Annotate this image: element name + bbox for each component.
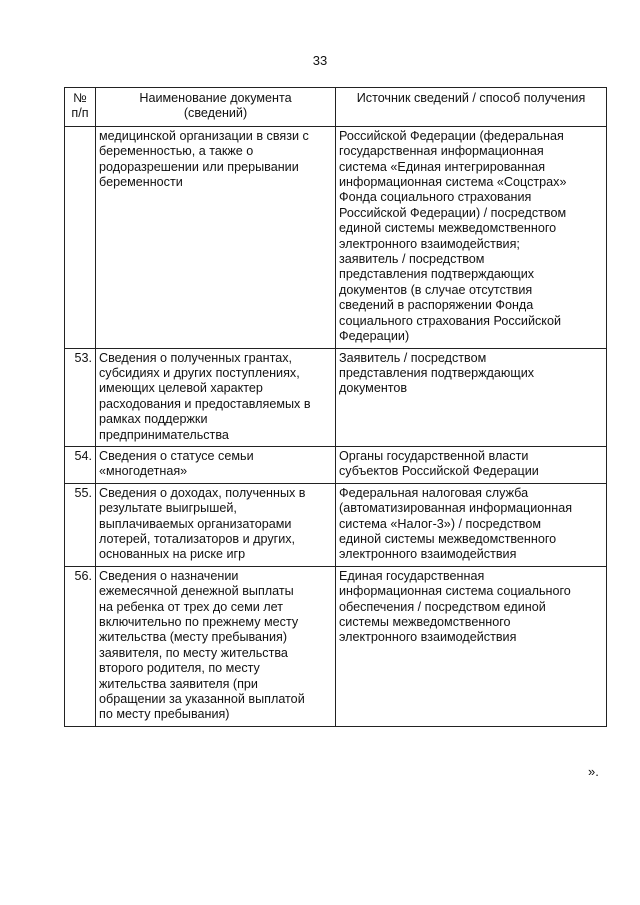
table-row xyxy=(65,446,607,483)
header-number: № п/п xyxy=(65,88,96,127)
row-number: 54. xyxy=(65,446,96,483)
row-number: 55. xyxy=(65,483,96,566)
header-document-name: Наименование документа (сведений) xyxy=(96,88,336,127)
row-document-name: Сведения о статусе семьи «многодетная» xyxy=(96,446,336,483)
row-source: Заявитель / посредством представления подтверждающих документов xyxy=(336,348,607,446)
documents-table xyxy=(64,87,607,727)
row-document-name: Сведения о доходах, полученных в результате выигрышей, выплачиваемых организаторами лотерей, тотализаторов и других, основанных на риске игр xyxy=(96,483,336,566)
page-number: 33 xyxy=(312,53,328,68)
row-document-name: Сведения о назначении ежемесячной денежной выплаты на ребенка от трех до семи лет включительно по прежнему месту жительства (месту пребывания) заявителя, по месту жительства второго родителя, по месту жительства заявителя (при обращении за указанной выплатой по месту пребывания) xyxy=(96,566,336,726)
row-source: Российской Федерации (федеральная государственная информационная система «Единая интегрированная информационная система «Соцстрах» Фонда социального страхования Российской Федерации) / посредством единой системы межведомственного электронного взаимодействия; заявитель / посредством представления подтверждающих документов (в случае отсутствия сведений в распоряжении Фонда социального страхования Российской Федерации) xyxy=(336,126,607,348)
row-document-name: Сведения о полученных грантах, субсидиях и других поступлениях, имеющих целевой характер расходования и предоставляемых в рамках поддержки предпринимательства xyxy=(96,348,336,446)
header-source: Источник сведений / способ получения xyxy=(336,88,607,127)
row-number: 56. xyxy=(65,566,96,726)
row-source: Федеральная налоговая служба (автоматизированная информационная система «Налог-3») / посредством единой системы межведомственного электронного взаимодействия xyxy=(336,483,607,566)
row-source: Органы государственной власти субъектов Российской Федерации xyxy=(336,446,607,483)
table-row xyxy=(65,348,607,446)
closing-quote-mark: ». xyxy=(588,764,599,779)
row-document-name: медицинской организации в связи с беременностью, а также о родоразрешении или прерывании беременности xyxy=(96,126,336,348)
row-number xyxy=(65,126,96,348)
row-number: 53. xyxy=(65,348,96,446)
table-row xyxy=(65,126,607,348)
table-row xyxy=(65,483,607,566)
table-header-row xyxy=(65,88,607,127)
row-source: Единая государственная информационная система социального обеспечения / посредством единой системы межведомственного электронного взаимодействия xyxy=(336,566,607,726)
table-row xyxy=(65,566,607,726)
